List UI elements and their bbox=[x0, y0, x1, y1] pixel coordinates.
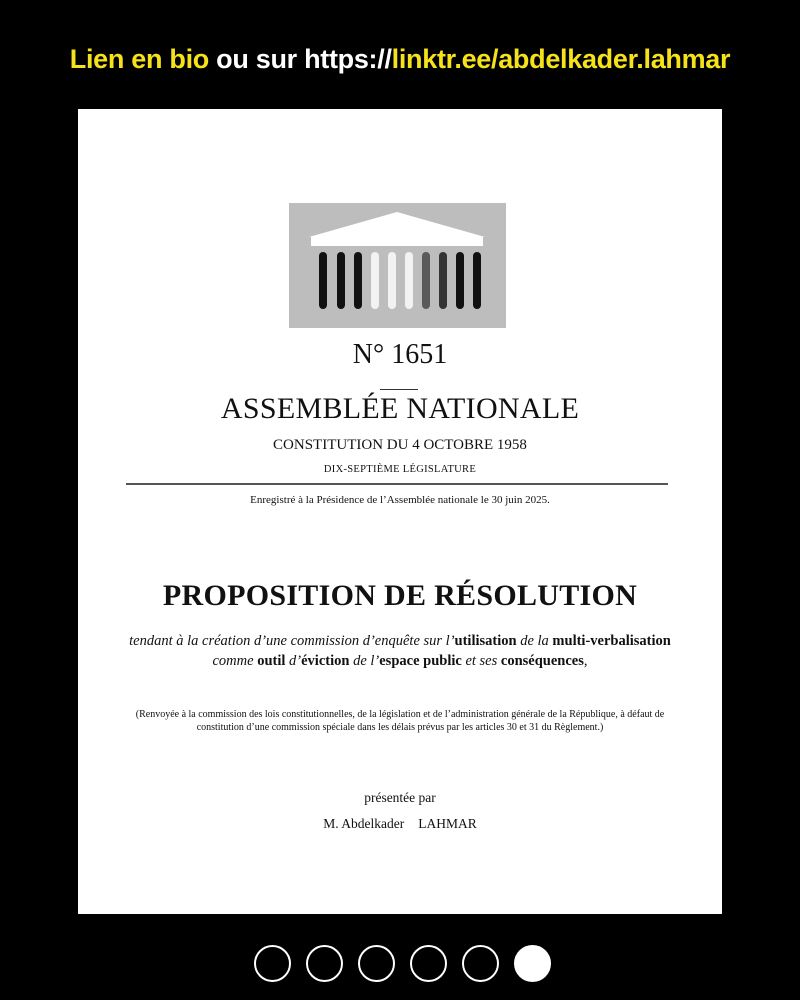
constitution-line: CONSTITUTION DU 4 OCTOBRE 1958 bbox=[273, 437, 527, 453]
registration-line: Enregistré à la Présidence de l’Assemblée nationale le 30 juin 2025. bbox=[250, 494, 550, 506]
author-last-name: LAHMAR bbox=[418, 816, 477, 831]
subject-text-12: conséquences bbox=[500, 653, 584, 669]
subject-text-9: de l’ bbox=[349, 653, 380, 669]
proposition-subject bbox=[118, 631, 682, 671]
author-name bbox=[78, 816, 722, 832]
carousel-dot-3[interactable] bbox=[358, 945, 395, 982]
subject-text-4: multi-verbalisation bbox=[552, 633, 671, 649]
subject-text-1: tendant à la création d’une commission d’enquête sur l’ bbox=[129, 633, 455, 649]
document-number: N° 1651 bbox=[352, 339, 448, 370]
banner-linktree-url[interactable]: linktr.ee/abdelkader.lahmar bbox=[391, 44, 731, 74]
assemblee-nationale-logo-icon bbox=[289, 203, 506, 328]
referral-note: (Renvoyée à la commission des lois constitutionnelles, de la législation et de l’administration générale de la République, à défaut de constitution d’une commission spéciale dans les délais prévus par les articles 30 et 31 du Règlement.) bbox=[135, 709, 665, 733]
presented-by-label: présentée par bbox=[364, 790, 436, 805]
subject-text-11: et ses bbox=[461, 653, 501, 669]
link-banner[interactable] bbox=[0, 44, 800, 75]
banner-link-in-bio: Lien en bio bbox=[69, 44, 209, 74]
legislature-line: DIX-SEPTIÈME LÉGISLATURE bbox=[323, 464, 477, 475]
subject-text-3: de la bbox=[516, 633, 553, 649]
subject-text-13: , bbox=[583, 653, 588, 669]
carousel-dot-2[interactable] bbox=[306, 945, 343, 982]
header-divider bbox=[126, 483, 668, 485]
assembly-heading: ASSEMBLÉE NATIONALE bbox=[220, 392, 580, 425]
carousel-dot-4[interactable] bbox=[410, 945, 447, 982]
subject-text-5: comme bbox=[212, 653, 258, 669]
carousel-dot-1[interactable] bbox=[254, 945, 291, 982]
subject-text-7: d’ bbox=[285, 653, 302, 669]
banner-or-on: ou sur https:// bbox=[208, 44, 392, 74]
carousel-dot-6[interactable] bbox=[514, 945, 551, 982]
document-page bbox=[78, 109, 722, 914]
author-first-name: M. Abdelkader bbox=[323, 816, 405, 831]
short-divider bbox=[380, 389, 418, 390]
subject-text-10: espace public bbox=[379, 653, 462, 669]
subject-text-6: outil bbox=[257, 653, 286, 669]
carousel-dot-5[interactable] bbox=[462, 945, 499, 982]
proposition-title: PROPOSITION DE RÉSOLUTION bbox=[162, 579, 638, 612]
subject-text-8: éviction bbox=[301, 653, 350, 669]
carousel-pagination bbox=[254, 945, 551, 981]
subject-text-2: utilisation bbox=[454, 633, 517, 649]
